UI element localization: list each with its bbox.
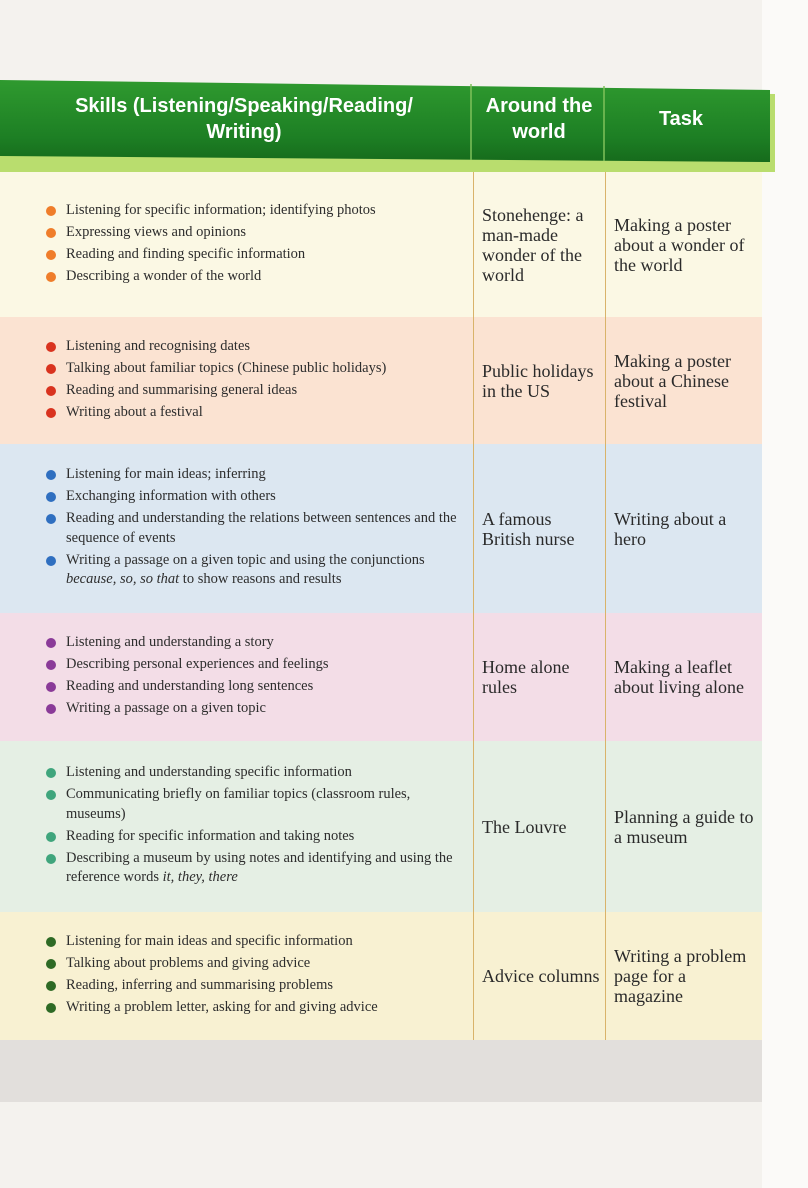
skill-item <box>44 245 469 265</box>
skill-item <box>44 954 469 974</box>
column-divider <box>605 613 606 741</box>
skills-list <box>44 465 469 592</box>
skills-list <box>44 337 469 425</box>
header-skills-text <box>75 93 413 145</box>
skills-cell <box>44 444 469 613</box>
column-divider <box>605 317 606 444</box>
skill-item <box>44 359 469 379</box>
skill-text: Listening and understanding specific information <box>66 764 352 780</box>
bullet-dot-icon <box>46 470 56 480</box>
column-divider <box>605 912 606 1040</box>
page-margin <box>762 0 808 1188</box>
header-around-the-world: Around the world <box>485 95 593 143</box>
bullet-dot-icon <box>46 959 56 969</box>
around-the-world-cell <box>482 317 604 444</box>
skill-text: Talking about problems and giving advice <box>66 955 311 971</box>
header-task: Task <box>658 108 704 130</box>
bullet-dot-icon <box>46 704 56 714</box>
table-header <box>0 80 775 172</box>
skill-text: Reading and understanding the relations between sentences and the sequence of events <box>66 510 457 546</box>
bullet-dot-icon <box>46 386 56 396</box>
bullet-dot-icon <box>46 514 56 524</box>
around-the-world-text: The Louvre <box>482 816 567 837</box>
column-divider <box>473 444 474 613</box>
skill-text: Exchanging information with others <box>66 488 276 504</box>
around-the-world-cell <box>482 444 604 613</box>
skill-item <box>44 763 469 783</box>
column-divider <box>473 741 474 912</box>
table-row <box>0 613 762 741</box>
bullet-dot-icon <box>46 342 56 352</box>
footer-strip <box>0 1040 762 1102</box>
header-skills-line2: Writing) <box>206 121 282 143</box>
column-divider <box>605 741 606 912</box>
skill-item <box>44 998 469 1018</box>
bullet-dot-icon <box>46 768 56 778</box>
skills-table <box>0 172 762 1040</box>
skill-item <box>44 677 469 697</box>
task-cell <box>614 317 758 444</box>
skill-text: Talking about familiar topics (Chinese public holidays) <box>66 359 387 376</box>
table-row <box>0 317 762 444</box>
skill-text: Listening and recognising dates <box>66 337 251 354</box>
bullet-dot-icon <box>46 408 56 418</box>
skill-text: Describing personal experiences and feelings <box>66 656 329 672</box>
skill-text: Writing a problem letter, asking for and giving advice <box>66 999 378 1015</box>
header-skills-line1: Skills (Listening/Speaking/Reading/ <box>75 95 413 117</box>
around-the-world-cell <box>482 613 604 741</box>
skills-cell <box>44 317 469 444</box>
skill-text: Describing a wonder of the world <box>66 267 262 284</box>
skill-text: Reading for specific information and taking notes <box>66 827 355 844</box>
around-the-world-text: Stonehenge: a man-made wonder of the world <box>482 204 584 285</box>
task-cell <box>614 613 758 741</box>
skill-item <box>44 827 469 847</box>
column-divider <box>605 172 606 317</box>
column-divider <box>473 613 474 741</box>
skill-text: Writing about a festival <box>66 403 203 420</box>
skills-list <box>44 201 469 289</box>
column-divider <box>605 444 606 613</box>
task-text: Making a leaflet about living alone <box>614 657 744 697</box>
around-the-world-cell <box>482 172 604 317</box>
bullet-dot-icon <box>46 556 56 566</box>
task-text: Planning a guide to a museum <box>614 806 754 847</box>
around-the-world-text: Public holidays in the US <box>482 360 594 401</box>
header-skills <box>20 80 468 158</box>
skill-item <box>44 403 469 423</box>
table-row <box>0 444 762 613</box>
skill-item <box>44 976 469 996</box>
column-divider <box>473 172 474 317</box>
skill-item <box>44 465 469 485</box>
skill-item <box>44 655 469 675</box>
task-cell <box>614 172 758 317</box>
task-text: Writing a problem page for a magazine <box>614 946 747 1006</box>
skills-cell <box>44 912 469 1040</box>
task-cell <box>614 741 758 912</box>
skill-item <box>44 267 469 287</box>
task-text: Making a poster about a Chinese festival <box>614 350 731 411</box>
skill-item <box>44 551 469 590</box>
skill-text: Writing a passage on a given topic and using the conjunctions because, so, so that to show reasons and results <box>66 551 425 587</box>
skill-text: Listening for main ideas and specific information <box>66 933 353 949</box>
skill-item <box>44 337 469 357</box>
task-cell <box>614 912 758 1040</box>
skill-text: Listening for specific information; identifying photos <box>66 201 376 218</box>
skill-item <box>44 932 469 952</box>
skill-text: Reading and understanding long sentences <box>66 678 314 694</box>
bullet-dot-icon <box>46 937 56 947</box>
skill-item <box>44 509 469 548</box>
around-the-world-cell <box>482 912 604 1040</box>
bullet-dot-icon <box>46 364 56 374</box>
skill-text: Writing a passage on a given topic <box>66 700 266 716</box>
skill-item <box>44 633 469 653</box>
column-divider <box>473 317 474 444</box>
around-the-world-cell <box>482 741 604 912</box>
skill-text: Communicating briefly on familiar topics (classroom rules, museums) <box>66 786 411 822</box>
table-row <box>0 172 762 317</box>
skill-text: Describing a museum by using notes and identifying and using the reference words it, they, there <box>66 849 453 885</box>
skill-text: Reading, inferring and summarising problems <box>66 977 333 993</box>
bullet-dot-icon <box>46 272 56 282</box>
skill-text: Listening and understanding a story <box>66 634 274 650</box>
around-the-world-text: Home alone rules <box>482 657 570 697</box>
table-row <box>0 912 762 1040</box>
task-text: Making a poster about a wonder of the world <box>614 214 745 275</box>
around-the-world-text: A famous British nurse <box>482 508 575 549</box>
table-row <box>0 741 762 912</box>
bullet-dot-icon <box>46 1003 56 1013</box>
skills-list <box>44 633 469 721</box>
skill-item <box>44 381 469 401</box>
bullet-dot-icon <box>46 250 56 260</box>
skill-item <box>44 699 469 719</box>
bullet-dot-icon <box>46 854 56 864</box>
skill-item <box>44 201 469 221</box>
column-divider <box>473 912 474 1040</box>
bullet-dot-icon <box>46 981 56 991</box>
skills-cell <box>44 613 469 741</box>
skill-item <box>44 849 469 888</box>
around-the-world-text: Advice columns <box>482 966 600 986</box>
skill-item <box>44 487 469 507</box>
bullet-dot-icon <box>46 228 56 238</box>
skills-list <box>44 932 469 1020</box>
task-cell <box>614 444 758 613</box>
bullet-dot-icon <box>46 638 56 648</box>
skill-text: Listening for main ideas; inferring <box>66 466 266 482</box>
skill-text: Reading and summarising general ideas <box>66 381 298 398</box>
skill-text: Reading and finding specific information <box>66 245 306 262</box>
bullet-dot-icon <box>46 832 56 842</box>
bullet-dot-icon <box>46 206 56 216</box>
task-text: Writing about a hero <box>614 508 727 549</box>
skill-item <box>44 785 469 824</box>
skills-cell <box>44 172 469 317</box>
skills-list <box>44 763 469 890</box>
bullet-dot-icon <box>46 492 56 502</box>
skill-text: Expressing views and opinions <box>66 223 247 240</box>
bullet-dot-icon <box>46 682 56 692</box>
bullet-dot-icon <box>46 790 56 800</box>
skill-item <box>44 223 469 243</box>
skills-cell <box>44 741 469 912</box>
bullet-dot-icon <box>46 660 56 670</box>
